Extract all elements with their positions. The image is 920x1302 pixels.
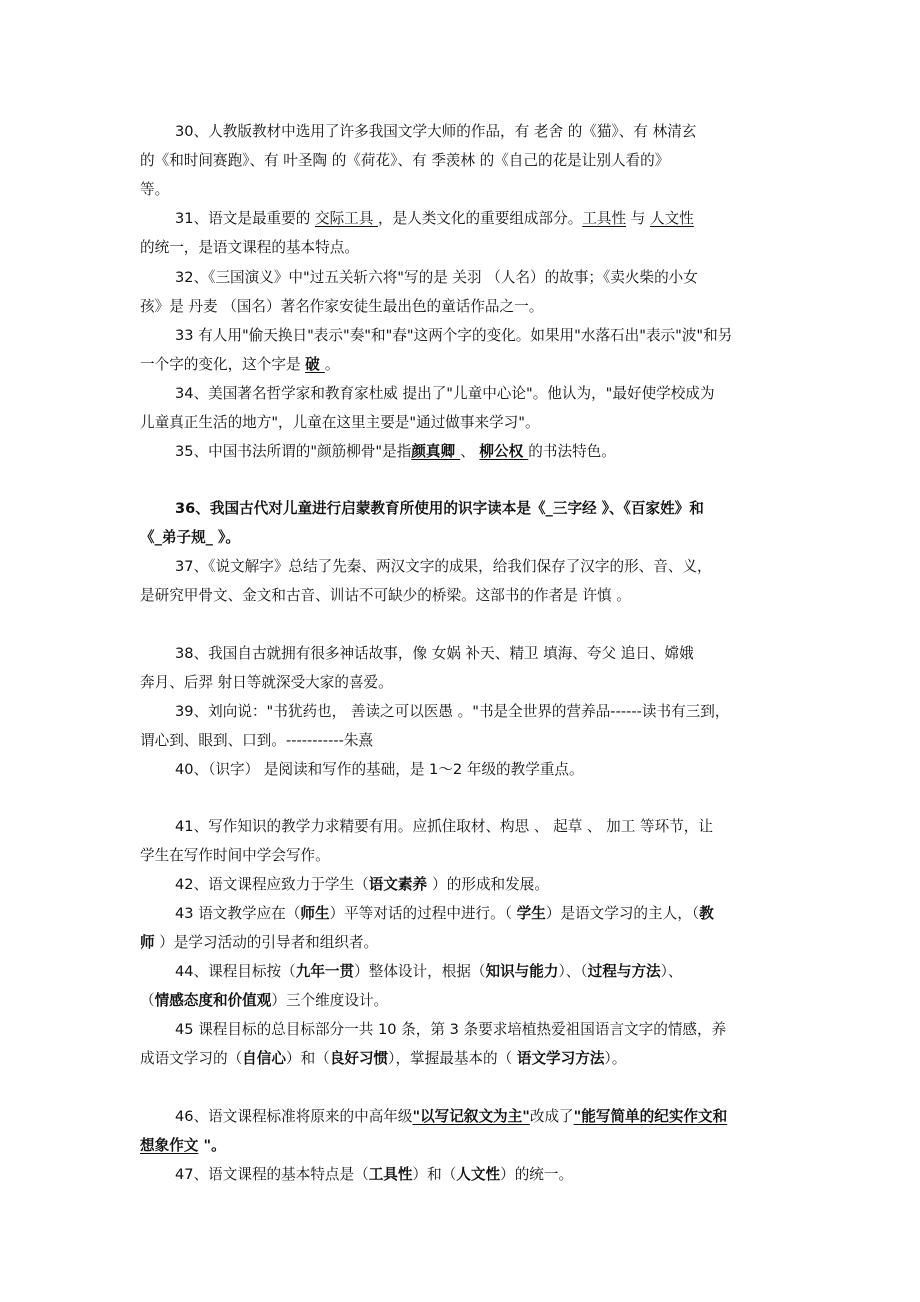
answer-text: 工具性 bbox=[368, 1166, 413, 1183]
answer-text: 九年一贯 bbox=[295, 963, 355, 980]
answer-text: 自信心 bbox=[242, 1050, 286, 1067]
item-45-line-2: 成语文学习的（自信心）和（良好习惯），掌握最基本的（ 语文学习方法）。 bbox=[140, 1050, 627, 1067]
item-37-line-1: 37、《说文解字》总结了先秦、两汉文字的成果，给我们保存了汉字的形、音、义， bbox=[175, 558, 712, 575]
item-35-line-1: 35、中国书法所谓的"颜筋柳骨"是指颜真卿 、 柳公权 的书法特色。 bbox=[175, 443, 616, 460]
item-32-line-2: 孩》是 丹麦 （国名）著名作家安徒生最出色的童话作品之一。 bbox=[140, 298, 544, 315]
answer-text: 过程与方法 bbox=[587, 963, 661, 980]
answer-text: 良好习惯 bbox=[329, 1050, 389, 1067]
item-43-line-2: 师 ）是学习活动的引导者和组织者。 bbox=[140, 934, 379, 951]
answer-blank: 人文性 bbox=[649, 210, 694, 227]
item-46-line-2: 想象作文 "。 bbox=[140, 1137, 226, 1154]
answer-text: 教 bbox=[699, 905, 714, 922]
item-33-line-1: 33 有人用"偷天换日"表示"奏"和"春"这两个字的变化。如果用"水落石出"表示"波"和另 bbox=[175, 327, 733, 344]
item-33-line-2: 一个字的变化，这个字是 破 。 bbox=[140, 356, 340, 373]
answer-blank: 工具性 bbox=[582, 210, 627, 227]
item-41-line-1: 41、写作知识的教学力求精要有用。应抓住取材、构思 、 起草 、 加工 等环节，让 bbox=[175, 818, 713, 835]
item-46-line-1: 46、语文课程标准将原来的中高年级"以写记叙文为主"改成了"能写简单的纪实作文和 bbox=[175, 1108, 728, 1125]
answer-blank: 想象作文 bbox=[140, 1137, 199, 1154]
item-42-line-1: 42、语文课程应致力于学生（语文素养 ）的形成和发展。 bbox=[175, 876, 549, 893]
item-30-line-2: 的《和时间赛跑》、有 叶圣陶 的《荷花》、有 季羡林 的《自己的花是让别人看的》 bbox=[140, 152, 670, 169]
item-36-line-2: 《_弟子规_ 》。 bbox=[140, 529, 240, 546]
answer-text: 学生 bbox=[516, 905, 546, 922]
answer-blank: "以写记叙文为主" bbox=[412, 1108, 530, 1125]
item-43-line-1: 43 语文教学应在（师生）平等对话的过程中进行。（ 学生）是语文学习的主人，（教 bbox=[175, 905, 714, 922]
answer-text: 语文学习方法 bbox=[516, 1050, 605, 1067]
item-44-line-2: （情感态度和价值观）三个维度设计。 bbox=[140, 992, 389, 1009]
answer-blank: 柳公权 bbox=[479, 443, 529, 460]
item-38-line-2: 奔月、后羿 射日等就深受大家的喜爱。 bbox=[140, 674, 393, 691]
answer-text: 师 bbox=[140, 934, 155, 951]
item-30-line-1: 30、人教版教材中选用了许多我国文学大师的作品，有 老舍 的《猫》、有 林清玄 bbox=[175, 123, 697, 140]
item-47-line-1: 47、语文课程的基本特点是（工具性）和（人文性）的统一。 bbox=[175, 1166, 574, 1183]
item-38-line-1: 38、我国自古就拥有很多神话故事，像 女娲 补天、精卫 填海、夸父 追日、嫦娥 bbox=[175, 645, 694, 662]
item-36-line-1: 36、我国古代对儿童进行启蒙教育所使用的识字读本是《_三字经 》、《百家姓》和 bbox=[175, 500, 704, 517]
item-34-line-2: 儿童真正生活的地方"，儿童在这里主要是"通过做事来学习"。 bbox=[140, 414, 540, 431]
item-31-line-2: 的统一，是语文课程的基本特点。 bbox=[140, 239, 359, 256]
item-34-line-1: 34、美国著名哲学家和教育家杜威 提出了"儿童中心论"。他认为，"最好使学校成为 bbox=[175, 385, 715, 402]
answer-text: 人文性 bbox=[456, 1166, 501, 1183]
item-37-line-2: 是研究甲骨文、金文和古音、训诂不可缺少的桥梁。这部书的作者是 许慎 。 bbox=[140, 587, 631, 604]
answer-text: 情感态度和价值观 bbox=[154, 992, 272, 1009]
answer-blank: "能写简单的纪实作文和 bbox=[573, 1108, 728, 1125]
answer-blank: 颜真卿 bbox=[411, 443, 461, 460]
item-32-line-1: 32、《三国演义》中"过五关斩六将"写的是 关羽 （人名）的故事；《卖火柴的小女 bbox=[175, 269, 698, 286]
item-44-line-1: 44、课程目标按（九年一贯）整体设计，根据（知识与能力）、（过程与方法）、 bbox=[175, 963, 683, 980]
item-31-line-1: 31、语文是最重要的 交际工具 ，是人类文化的重要组成部分。工具性 与 人文性 bbox=[175, 210, 694, 227]
answer-text: 师生 bbox=[300, 905, 330, 922]
item-39-line-1: 39、刘向说："书犹药也， 善读之可以医愚 。"书是全世界的营养品------读书有三到， bbox=[175, 703, 730, 720]
answer-text: 语文素养 bbox=[368, 876, 433, 893]
answer-text: 知识与能力 bbox=[485, 963, 559, 980]
item-30-line-3: 等。 bbox=[140, 181, 170, 198]
answer-blank: 破 bbox=[305, 356, 325, 373]
item-45-line-1: 45 课程目标的总目标部分一共 10 条，第 3 条要求培植热爱祖国语言文字的情感，养 bbox=[175, 1021, 727, 1038]
answer-blank: 交际工具 bbox=[314, 210, 378, 227]
item-40-line-1: 40、（识字） 是阅读和写作的基础，是 1～2 年级的教学重点。 bbox=[175, 761, 584, 778]
item-39-line-2: 谓心到、眼到、口到。-----------朱熹 bbox=[140, 732, 374, 749]
item-41-line-2: 学生在写作时间中学会写作。 bbox=[140, 847, 330, 864]
